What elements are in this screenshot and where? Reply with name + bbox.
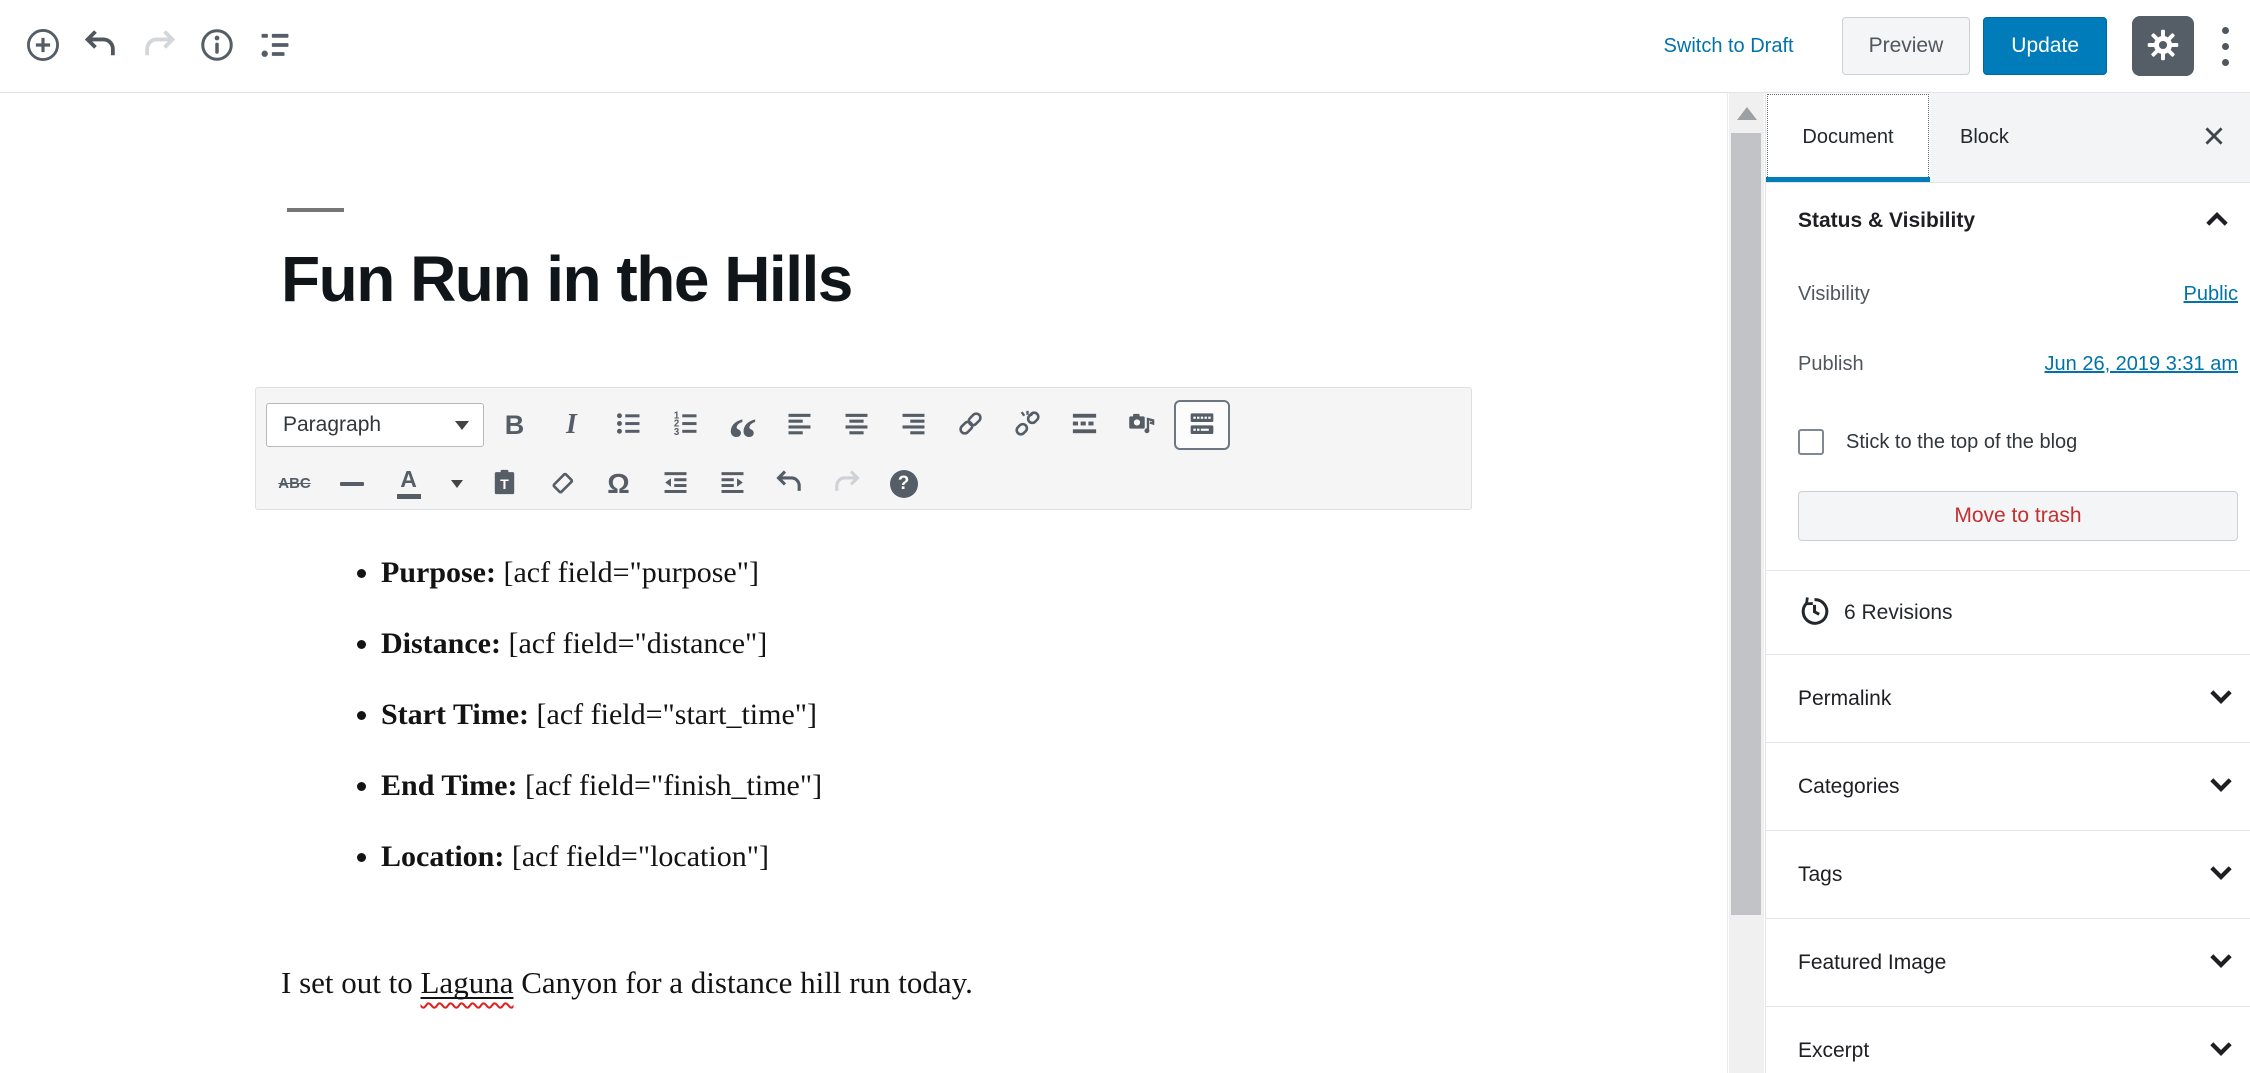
- close-sidebar-button[interactable]: [2186, 93, 2242, 182]
- kitchen-sink-icon: [1186, 408, 1218, 443]
- list-item[interactable]: [381, 626, 822, 662]
- status-panel-header[interactable]: [1798, 183, 2238, 259]
- update-button[interactable]: Update: [1983, 17, 2107, 75]
- list-item-value: [acf field="distance"]: [500, 627, 768, 660]
- redo-icon: [140, 26, 178, 67]
- toolbar-row-2: [266, 456, 1461, 511]
- panel-title: Excerpt: [1798, 1038, 1870, 1062]
- text-color-button[interactable]: [383, 460, 435, 508]
- bulleted-list-button[interactable]: [603, 401, 655, 449]
- publish-row: [1798, 329, 2238, 399]
- numbered-list-button[interactable]: [660, 401, 712, 449]
- panel-title: Permalink: [1798, 686, 1892, 710]
- list-item-label: End Time:: [381, 769, 518, 802]
- outline-list-icon: [256, 26, 294, 67]
- panel-tags[interactable]: [1766, 830, 2250, 918]
- toolbar-toggle-button[interactable]: [1174, 400, 1230, 450]
- list-item-value: [acf field="location"]: [504, 840, 769, 873]
- history-clock-icon: [1798, 595, 1844, 631]
- bold-button[interactable]: [489, 401, 541, 449]
- kebab-dot: [2222, 27, 2229, 34]
- clear-formatting-button[interactable]: [536, 460, 588, 508]
- paragraph-text: I set out to: [281, 965, 421, 1000]
- toolbar-row-1: [266, 388, 1461, 472]
- visibility-label: Visibility: [1798, 282, 1870, 305]
- sidebar-tabs: [1766, 93, 2250, 183]
- collapse-panel-button[interactable]: [2196, 203, 2238, 240]
- blockquote-icon: “: [728, 406, 757, 472]
- tab-block[interactable]: Block: [1960, 126, 2009, 148]
- panel-title: Categories: [1798, 774, 1900, 798]
- strikethrough-button[interactable]: [269, 460, 321, 508]
- visibility-value-link[interactable]: Public: [2183, 282, 2238, 305]
- svg-text:T: T: [500, 476, 509, 493]
- settings-gear-button[interactable]: [2132, 16, 2194, 76]
- status-visibility-panel: [1766, 183, 2250, 570]
- classic-block-toolbar: [255, 387, 1472, 510]
- svg-text:3: 3: [673, 427, 680, 439]
- misspelled-word: Laguna: [420, 965, 514, 1000]
- more-tools-options-button[interactable]: [2208, 16, 2242, 76]
- scrollbar-up-arrow[interactable]: [1737, 107, 1757, 120]
- unlink-icon: [1012, 408, 1043, 442]
- paragraph-style-select[interactable]: [266, 403, 484, 447]
- align-left-icon: [784, 408, 815, 442]
- svg-text:1: 1: [673, 410, 680, 422]
- chevron-down-icon: [2204, 679, 2238, 719]
- text-color-icon: A: [397, 468, 421, 499]
- list-item-label: Location:: [381, 840, 505, 873]
- align-left-button[interactable]: [774, 401, 826, 449]
- panel-title: Featured Image: [1798, 950, 1947, 974]
- help-icon: ?: [890, 470, 918, 498]
- omega-icon: Ω: [607, 467, 630, 499]
- content-structure-button[interactable]: [188, 14, 246, 78]
- kebab-dot: [2222, 43, 2229, 50]
- list-item-value: [acf field="start_time"]: [529, 698, 818, 731]
- style-select-value: Paragraph: [283, 413, 382, 436]
- undo-icon: [82, 26, 120, 67]
- undo-button[interactable]: [764, 460, 816, 508]
- redo-button[interactable]: [821, 460, 873, 508]
- eraser-icon: [546, 467, 577, 501]
- undo-button[interactable]: [72, 14, 130, 78]
- visibility-row: [1798, 259, 2238, 329]
- scrollbar-thumb[interactable]: [1731, 133, 1761, 915]
- panel-categories[interactable]: [1766, 742, 2250, 830]
- bulleted-list-icon: [613, 408, 644, 442]
- plus-circle-icon: [24, 26, 62, 67]
- topbar-left-tools: [0, 14, 304, 78]
- help-button[interactable]: [878, 460, 930, 508]
- chevron-down-icon: [455, 421, 469, 430]
- list-item-label: Start Time:: [381, 698, 530, 731]
- list-item[interactable]: [381, 697, 822, 733]
- info-icon: [198, 26, 236, 67]
- remove-link-button[interactable]: [1002, 401, 1054, 449]
- link-icon: [955, 408, 986, 442]
- undo-icon: [774, 467, 805, 501]
- tab-document[interactable]: Document: [1766, 93, 1930, 182]
- read-more-icon: [1069, 408, 1100, 442]
- panel-permalink[interactable]: [1766, 654, 2250, 742]
- redo-icon: [831, 467, 862, 501]
- sticky-checkbox-label[interactable]: Stick to the top of the blog: [1846, 430, 2078, 453]
- editor-workspace: [0, 93, 2250, 1073]
- svg-text:2: 2: [673, 418, 680, 430]
- paste-as-text-button[interactable]: [479, 460, 531, 508]
- switch-to-draft-link[interactable]: Switch to Draft: [1663, 34, 1794, 57]
- horizontal-rule-icon: [340, 482, 364, 486]
- post-bullet-list[interactable]: [281, 555, 822, 910]
- align-center-icon: [841, 408, 872, 442]
- chevron-down-icon: [2204, 855, 2238, 895]
- sticky-checkbox[interactable]: [1798, 429, 1824, 455]
- post-title-input[interactable]: Fun Run in the Hills: [281, 243, 852, 315]
- revisions-label: 6 Revisions: [1844, 600, 1953, 624]
- indent-icon: [717, 467, 748, 501]
- post-paragraph[interactable]: [281, 965, 973, 1001]
- camera-music-icon: [1126, 408, 1157, 442]
- redo-button[interactable]: [130, 14, 188, 78]
- panel-excerpt[interactable]: [1766, 1006, 2250, 1073]
- clipboard-text-icon: [489, 467, 520, 501]
- list-item-label: Purpose:: [381, 556, 496, 589]
- italic-icon: I: [566, 409, 577, 440]
- panel-title: Tags: [1798, 862, 1843, 886]
- settings-sidebar: [1765, 93, 2250, 1073]
- insert-link-button[interactable]: [945, 401, 997, 449]
- editor-canvas: [0, 93, 1728, 1073]
- paragraph-text: Canyon for a distance hill run today.: [513, 965, 973, 1000]
- list-item-value: [acf field="finish_time"]: [517, 769, 823, 802]
- list-item-label: Distance:: [381, 627, 501, 660]
- horizontal-rule-button[interactable]: [326, 460, 378, 508]
- align-center-button[interactable]: [831, 401, 883, 449]
- topbar-right-tools: [1664, 16, 2250, 76]
- align-right-button[interactable]: [888, 401, 940, 449]
- sticky-row: [1798, 429, 2238, 455]
- panel-featured-image[interactable]: [1766, 918, 2250, 1006]
- add-media-button[interactable]: [1116, 401, 1168, 449]
- blockquote-button[interactable]: [717, 401, 769, 472]
- panel-title: Status & Visibility: [1798, 209, 1975, 232]
- title-decoration-line: [287, 208, 344, 212]
- chevron-up-icon: [2200, 203, 2234, 240]
- chevron-down-icon: [451, 480, 463, 488]
- special-character-button[interactable]: [593, 460, 645, 508]
- close-icon: [2201, 123, 2227, 152]
- list-item[interactable]: [381, 555, 822, 591]
- block-navigation-button[interactable]: [246, 14, 304, 78]
- chevron-down-icon: [2204, 943, 2238, 983]
- add-block-button[interactable]: [14, 14, 72, 78]
- preview-button[interactable]: Preview: [1842, 17, 1971, 75]
- publish-date-link[interactable]: Jun 26, 2019 3:31 am: [2044, 352, 2238, 375]
- list-item[interactable]: [381, 768, 822, 804]
- content-scrollbar[interactable]: [1729, 93, 1764, 1073]
- kebab-dot: [2222, 59, 2229, 66]
- editor-topbar: [0, 0, 2250, 93]
- chevron-down-icon: [2204, 1031, 2238, 1071]
- chevron-down-icon: [2204, 767, 2238, 807]
- outdent-icon: [660, 467, 691, 501]
- italic-button[interactable]: [546, 401, 598, 449]
- gear-icon: [2145, 27, 2181, 66]
- revisions-button[interactable]: [1766, 570, 2250, 654]
- text-color-dropdown-button[interactable]: [440, 460, 474, 508]
- align-right-icon: [898, 408, 929, 442]
- move-to-trash-button[interactable]: Move to trash: [1798, 491, 2238, 541]
- read-more-button[interactable]: [1059, 401, 1111, 449]
- numbered-list-icon: [670, 408, 701, 442]
- publish-label: Publish: [1798, 352, 1864, 375]
- list-item-value: [acf field="purpose"]: [496, 556, 759, 589]
- list-item[interactable]: [381, 839, 822, 875]
- outdent-button[interactable]: [650, 460, 702, 508]
- strikethrough-icon: ABC: [278, 475, 311, 492]
- bold-icon: B: [504, 409, 525, 440]
